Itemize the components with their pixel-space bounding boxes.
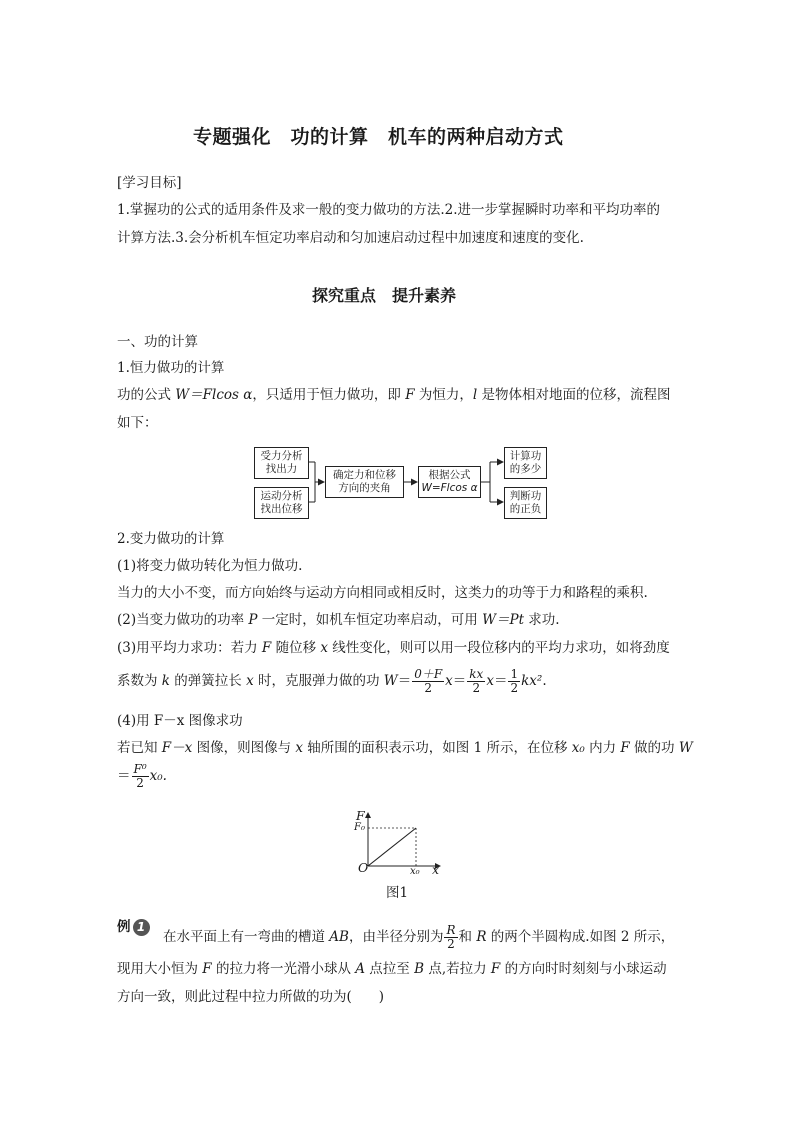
figure-1-axis-x: x — [432, 862, 440, 877]
method-4-desc: 若已知 F－x 图像，则图像与 x 轴所围的面积表示功，如图 1 所示，在位移 x₀ 内力 F 做的功 W — [117, 740, 693, 756]
figure-1-line — [368, 828, 416, 866]
method-3-line2: 系数为 k 的弹簧拉长 x 时，克服弹力做的功 W＝ $\frac{0+F}{2}$ x＝ $\frac{kx}{2}$ x＝ $\frac{1}{2}$ kx². — [117, 667, 547, 695]
figure-1-F0: F₀ — [354, 822, 365, 833]
example-line-2: 现用大小恒为 F 的拉力将一光滑小球从 A 点拉至 B 点,若拉力 F 的方向时时刻刻与小球运动 — [117, 961, 667, 977]
method-4: (4)用 F－x 图像求功 — [117, 713, 243, 729]
part1-heading: 一、功的计算 — [117, 334, 198, 350]
fraction-half: $\frac{1}{2}$ — [510, 667, 519, 695]
example-number-badge: 1 — [133, 919, 150, 936]
figure-1-origin: O — [358, 860, 369, 875]
part1-paragraph: 功的公式 W＝Flcos α，只适用于恒力做功，即 F 为恒力，l 是物体相对地面的位移，流程图 — [117, 387, 671, 403]
method-2: (2)当变力做功的功率 P 一定时，如机车恒定功率启动，可用 W＝Pt 求功. — [117, 612, 560, 628]
example-label: 例 1 — [117, 918, 150, 936]
method-1: (1)将变力做功转化为恒力做功. — [117, 558, 303, 574]
part1-sub1: 1.恒力做功的计算 — [117, 360, 225, 376]
section-title: 探究重点 提升素养 — [312, 286, 457, 305]
method-4-desc-line2: ＝ $\frac{\text{F⁰}}{2}$ x₀. — [117, 762, 167, 790]
goals-line-2: 计算方法.3.会分析机车恒定功率启动和匀加速启动过程中加速度和速度的变化. — [117, 230, 584, 246]
fraction-r-half: $\frac{R}{2}$ — [446, 923, 456, 951]
fraction-f0-half: $\frac{\text{F⁰}}{2}$ — [133, 762, 147, 790]
goals-line-1: 1.掌握功的公式的适用条件及求一般的变力做功的方法.2.进一步掌握瞬时功率和平均功率的 — [117, 202, 661, 218]
goals-label: [学习目标] — [117, 175, 182, 191]
example-line-3: 方向一致，则此过程中拉力所做的功为( ) — [117, 989, 385, 1005]
method-1-desc: 当力的大小不变，而方向始终与运动方向相同或相反时，这类力的功等于力和路程的乘积. — [117, 585, 648, 601]
flow-box-motion-analysis: 运动分析 找出位移 — [254, 487, 309, 519]
part2-sub2: 2.变力做功的计算 — [117, 531, 225, 547]
flow-box-angle: 确定力和位移 方向的夹角 — [325, 466, 404, 498]
flow-box-work-amount: 计算功 的多少 — [504, 447, 547, 479]
method-3: (3)用平均力求功：若力 F 随位移 x 线性变化，则可以用一段位移内的平均力求功，如将劲度 — [117, 640, 670, 656]
fraction-average-force: $\frac{0+F}{2}$ — [414, 667, 443, 695]
page-title: 专题强化 功的计算 机车的两种启动方式 — [193, 126, 564, 148]
flow-box-force-analysis: 受力分析 找出力 — [254, 447, 309, 479]
figure-1-caption: 图1 — [386, 885, 409, 901]
part1-paragraph-line2: 如下： — [117, 415, 158, 431]
flow-box-work-sign: 判断功 的正负 — [504, 487, 547, 519]
fraction-kx: $\frac{kx}{2}$ — [469, 667, 484, 695]
flow-box-formula: 根据公式 W=Flcos α — [418, 466, 481, 498]
example-line-1: 在水平面上有一弯曲的槽道 AB，由半径分别为 $\frac{R}{2}$ 和 R 的两个半圆构成.如图 2 所示， — [163, 923, 675, 951]
figure-1-x0: x₀ — [410, 866, 420, 877]
figure-1-axis-F: F — [356, 808, 365, 823]
